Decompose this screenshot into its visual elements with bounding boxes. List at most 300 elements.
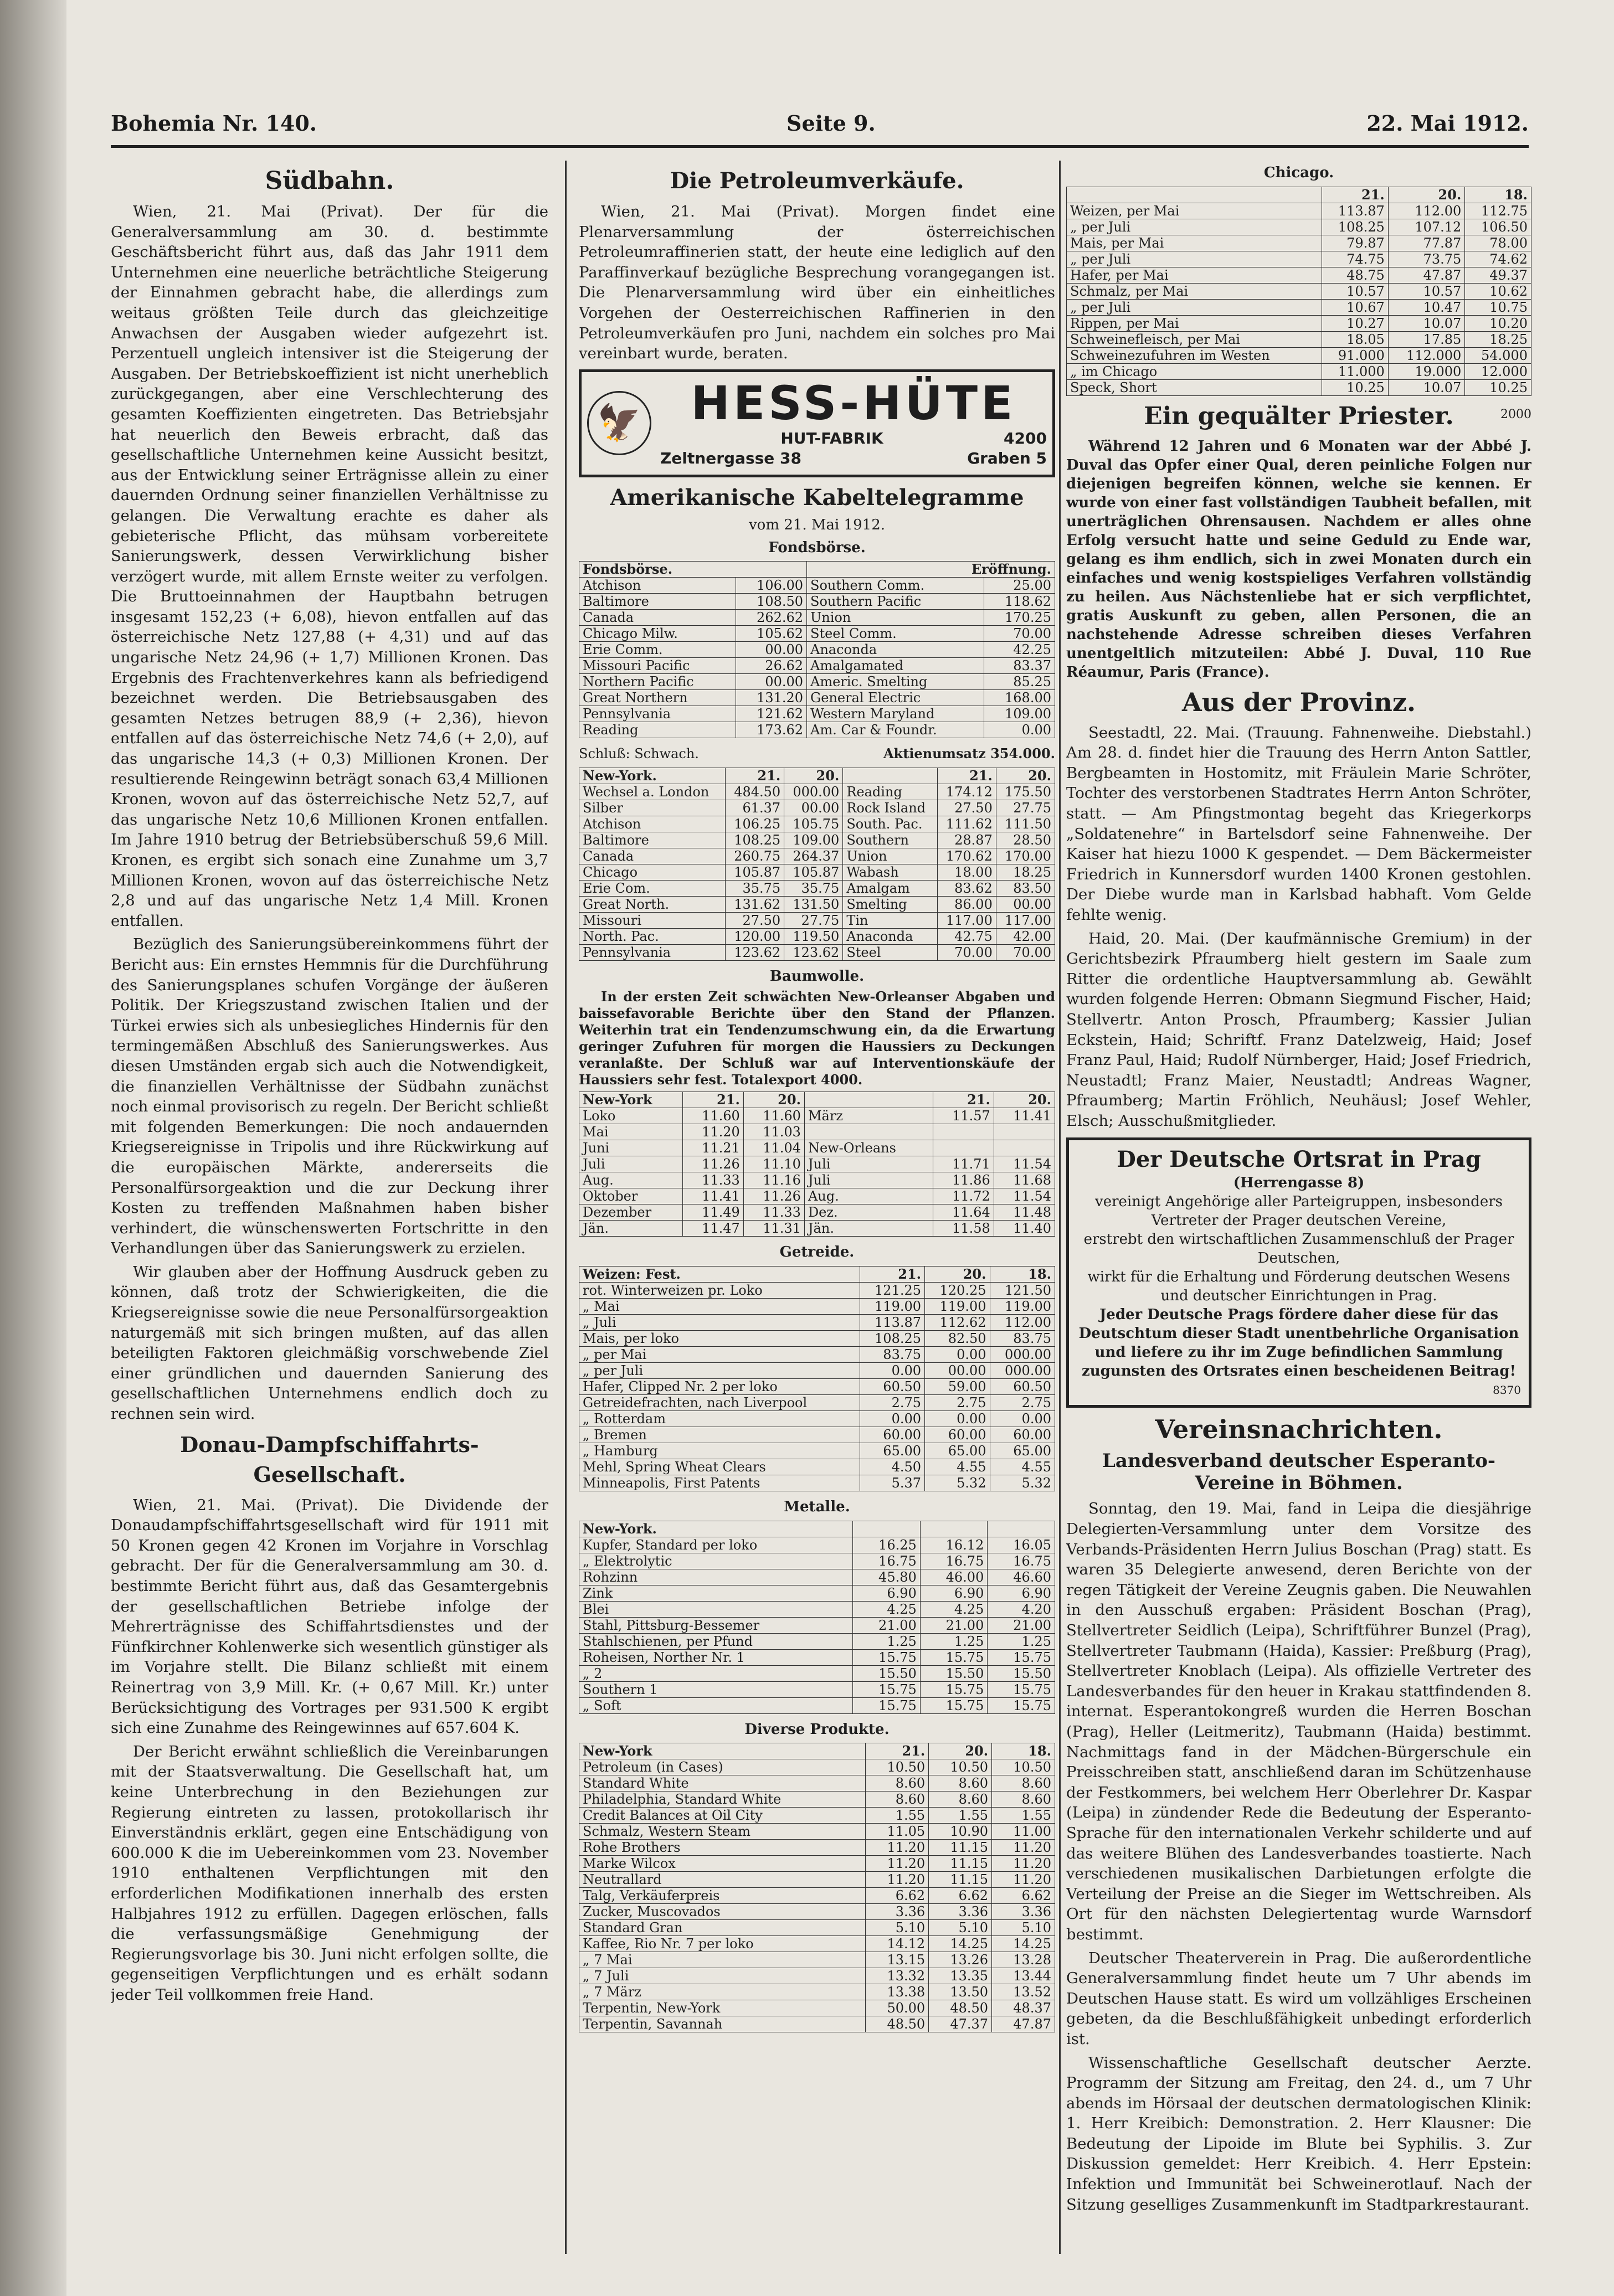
kabel-subhead: Fondsbörse. — [768, 539, 866, 556]
table-cell: 11.16 — [743, 1172, 804, 1188]
table-cell: Rohzinn — [579, 1569, 853, 1585]
table-cell — [920, 1521, 988, 1537]
table-row — [579, 1984, 1055, 2000]
table-cell: 65.00 — [860, 1443, 924, 1459]
table-cell: 11.10 — [743, 1156, 804, 1172]
table-cell: 109.00 — [984, 706, 1055, 722]
table-cell: Erie Com. — [579, 880, 726, 896]
table-row — [579, 1410, 1055, 1427]
table-cell: 79.87 — [1322, 235, 1389, 251]
table-cell: 15.75 — [920, 1681, 988, 1697]
table-cell: 18.05 — [1322, 331, 1389, 347]
table-row — [579, 1697, 1055, 1713]
fonds-close: Schluß: Schwach. — [579, 746, 699, 762]
table-cell: Aug. — [579, 1172, 683, 1188]
table-row — [579, 1314, 1055, 1330]
table-cell: 13.32 — [866, 1968, 929, 1984]
table-cell: Schmalz, Western Steam — [579, 1824, 866, 1840]
table-cell: 11.48 — [994, 1204, 1055, 1221]
table-cell: 5.10 — [866, 1920, 929, 1936]
table-cell: 1.25 — [988, 1633, 1055, 1649]
table-cell: 13.35 — [929, 1968, 992, 1984]
table-cell: Great Northern — [579, 690, 736, 706]
table-cell: 10.27 — [1322, 315, 1389, 331]
table-cell: Steel — [843, 944, 937, 960]
table-cell: New-York — [579, 1743, 866, 1759]
table-cell: 70.00 — [996, 944, 1055, 960]
table-cell: 70.00 — [937, 944, 996, 960]
chicago-table — [1066, 187, 1531, 396]
ad-subline — [660, 429, 1047, 449]
table-cell: 4.25 — [853, 1601, 921, 1617]
table-cell: 170.62 — [937, 848, 996, 864]
table-cell: 13.15 — [866, 1952, 929, 1968]
article-paragraph: Der Bericht erwähnt schließlich die Vereinbarungen mit der Staatsverwaltung. Die Gesellschaft hat, um keine Unterbrechung in den Beziehungen zur Regierung eintreten zu lassen, protokollarisch ihr Einverständnis erklärt, gegen eine Entschädigung von 600.000 K die im Uebereinkommen vom 23. November 1910 enthaltenen Verpflichtungen mit den erforderlichen Modifikationen innerhalb des ersten Halbjahres 1912 zu erfüllen. Dagegen erlöschen, falls die verfassungsmäßige Genehmigung der Regierungsvorlage bis 30. Juni nicht erfolgen sollte, die gegenseitigen Verpflichtungen und es erhält sodann jeder Teil vollkommen freie Hand. — [111, 1742, 548, 2004]
table-cell: 111.62 — [937, 816, 996, 832]
table-cell: 121.25 — [860, 1282, 924, 1298]
table-cell: 8.60 — [866, 1775, 929, 1792]
ortsrat-address: (Herrengasse 8) — [1233, 1175, 1365, 1192]
table-cell: 83.50 — [996, 880, 1055, 896]
table-cell: 35.75 — [726, 880, 784, 896]
table-cell: Petroleum (in Cases) — [579, 1759, 866, 1775]
table-cell: 48.50 — [929, 2000, 992, 2016]
ortsrat-appeal: Jeder Deutsche Prags fördere daher diese für das Deutschtum dieser Stadt unentbehrliche Organisation und liefere zu ihr im Zuge befindlichen Sammlung zugunsten des Ortsrates einen bescheidenen Beitrag! — [1078, 1306, 1519, 1380]
table-cell: Wabash — [843, 864, 937, 880]
table-cell: New-York — [579, 1092, 683, 1108]
article-paragraph: Wien, 21. Mai. (Privat). Die Dividende der Donaudampfschiffahrtsgesellschaft wird für 1911 mit 50 Kronen gegen 42 Kronen im Vorjahre in Vorschlag gebracht. Der für die Generalversammlung am 30. d. bestimmte Bericht führt aus, daß das Gesamtergebnis der gesellschaftlichen Betriebe infolge der Mehrerträgnisse des Schiffahrtsdienstes und der Fünfkirchner Kohlenwerke sich wesentlich günstiger als im Vorjahre stellt. Die Bilanz schließt mit einem Reinertrag von 3,9 Mill. Kr. (+ 0,67 Mill. Kr.) unter Berücksichtigung des Vortrages per 931.500 K ergibt sich eine Zunahme des Reingewinnes auf 657.604 K. — [111, 1496, 548, 1737]
table-cell: 15.75 — [853, 1681, 921, 1697]
table-cell: 11.21 — [682, 1140, 743, 1156]
table-cell: 60.50 — [990, 1378, 1055, 1394]
table-cell: 108.50 — [736, 594, 806, 610]
table-cell: 123.62 — [784, 944, 843, 960]
table-cell: 264.37 — [784, 848, 843, 864]
kabel-date: vom 21. Mai 1912. — [748, 516, 885, 533]
table-cell: 20. — [929, 1743, 992, 1759]
table-cell: 21. — [860, 1266, 924, 1282]
table-cell: Zucker, Muscovados — [579, 1904, 866, 1920]
table-cell: 48.50 — [866, 2016, 929, 2032]
table-cell: 121.62 — [736, 706, 806, 722]
table-cell: 6.62 — [992, 1888, 1055, 1904]
table-cell: Standard White — [579, 1775, 866, 1792]
table-cell: Amalgamated — [807, 658, 984, 674]
table-cell: 16.25 — [853, 1537, 921, 1553]
table-cell: 00.00 — [784, 800, 843, 816]
table-cell: 21. — [937, 768, 996, 784]
table-cell: 4.55 — [990, 1459, 1055, 1475]
fonds-volume: Aktienumsatz 354.000. — [883, 745, 1055, 762]
table-cell: Erie Comm. — [579, 642, 736, 658]
table-cell: 70.00 — [984, 626, 1055, 642]
table-row — [579, 1775, 1055, 1792]
table-cell: 106.25 — [726, 816, 784, 832]
table-cell: 1.55 — [866, 1808, 929, 1824]
table-cell: 20. — [994, 1092, 1055, 1108]
article-title: Vereinsnachrichten. — [1155, 1414, 1443, 1445]
table-cell: 000.00 — [990, 1346, 1055, 1362]
table-row — [579, 658, 1055, 674]
table-cell: 00.00 — [736, 674, 806, 690]
table-cell: 11.20 — [866, 1840, 929, 1856]
table-row — [579, 1282, 1055, 1298]
article-paragraph: In der ersten Zeit schwächten New-Orleanser Abgaben und baissefavorable Berichte über den Stand der Pflanzen. Weiterhin trat ein Tendenzumschwung ein, da die Erwartung geringer Zufuhren für morgen die Haussiers zu Deckungen veranlaßte. Der Schluß war auf Interventionskäufe der Haussiers sehr fest. Totalexport 4000. — [579, 989, 1055, 1088]
table-cell: Southern Pacific — [807, 594, 984, 610]
table-cell: Rippen, per Mai — [1067, 315, 1322, 331]
table-row — [579, 1808, 1055, 1824]
article-paragraph: Wien, 21. Mai (Privat). Morgen findet eine Plenarversammlung der österreichischen Petroleumraffinerien statt, der heute eine lediglich auf den Paraffinverkauf bezügliche Besprechung vorangegangen ist. Die Plenarversammlung wird über ein einheitliches Vorgehen der Oesterreichischen Raffinerien in den Petroleumverkäufen pro Juni, nachdem ein solches pro Mai vereinbart wurde, beraten. — [579, 203, 1055, 363]
table-cell: Jän. — [804, 1221, 933, 1237]
table-cell: 47.37 — [929, 2016, 992, 2032]
table-row — [579, 610, 1055, 626]
table-row — [579, 1156, 1055, 1172]
table-cell: „ per Juli — [579, 1362, 860, 1378]
table-cell: 15.75 — [853, 1649, 921, 1665]
table-cell: 74.62 — [1465, 251, 1531, 267]
table-cell: 20. — [925, 1266, 990, 1282]
table-cell: 11.20 — [992, 1840, 1055, 1856]
table-cell: Amalgam — [843, 880, 937, 896]
table-cell: 13.50 — [929, 1984, 992, 2000]
table-cell: 18.25 — [1465, 331, 1531, 347]
table-cell: „ Elektrolytic — [579, 1553, 853, 1569]
table-cell: „ per Juli — [1067, 251, 1322, 267]
table-row — [1067, 267, 1531, 283]
table-cell: 20. — [1388, 187, 1465, 203]
table-cell: Wechsel a. London — [579, 784, 726, 800]
table-cell: 15.75 — [988, 1697, 1055, 1713]
table-cell: 10.62 — [1465, 283, 1531, 299]
table-row — [1067, 251, 1531, 267]
table-cell: Mai — [579, 1124, 683, 1140]
table-cell: „ per Juli — [1067, 219, 1322, 235]
table-row — [1067, 187, 1531, 203]
table-cell: Southern Comm. — [807, 578, 984, 594]
table-cell: 42.75 — [937, 928, 996, 944]
table-cell: 15.75 — [920, 1697, 988, 1713]
page-header — [111, 111, 1529, 144]
table-cell: 15.50 — [988, 1665, 1055, 1681]
ad-brand: HESS-HÜTE — [691, 375, 1016, 430]
table-cell: 82.50 — [925, 1330, 990, 1346]
fonds-footer — [579, 744, 1055, 764]
table-cell: 18. — [1465, 187, 1531, 203]
table-row — [579, 1681, 1055, 1697]
table-cell: 27.50 — [726, 912, 784, 928]
products-table — [579, 1743, 1055, 2032]
table-cell: 26.62 — [736, 658, 806, 674]
fonds-table — [579, 561, 1055, 738]
article-subtitle: Landesverband deutscher Esperanto-Vereine in Böhmen. — [1102, 1450, 1496, 1495]
table-cell: 11.20 — [992, 1872, 1055, 1888]
table-cell — [804, 1124, 933, 1140]
table-cell: Dez. — [804, 1204, 933, 1221]
table-row — [579, 1188, 1055, 1204]
table-cell: „ Soft — [579, 1697, 853, 1713]
table-cell: „ Hamburg — [579, 1443, 860, 1459]
table-row — [579, 816, 1055, 832]
table-row — [579, 800, 1055, 816]
column-1 — [111, 161, 548, 2254]
table-cell: 13.52 — [992, 1984, 1055, 2000]
table-cell: 10.75 — [1465, 299, 1531, 315]
ad-addresses — [660, 449, 1047, 469]
section-title: Chicago. — [1263, 164, 1334, 181]
table-row — [579, 1840, 1055, 1856]
table-cell: 113.87 — [1322, 203, 1389, 219]
table-cell: 10.47 — [1388, 299, 1465, 315]
table-cell: 15.50 — [920, 1665, 988, 1681]
table-cell: 11.20 — [866, 1872, 929, 1888]
table-row — [579, 1298, 1055, 1314]
article-title: Die Petroleumverkäufe. — [670, 168, 964, 194]
table-cell: 13.28 — [992, 1952, 1055, 1968]
table-cell: 174.12 — [937, 784, 996, 800]
table-cell: 5.37 — [860, 1475, 924, 1491]
table-cell: 60.50 — [860, 1378, 924, 1394]
table-cell: „ 7 Juli — [579, 1968, 866, 1984]
table-cell: 10.57 — [1322, 283, 1389, 299]
table-cell: 59.00 — [925, 1378, 990, 1394]
table-cell: Getreidefrachten, nach Liverpool — [579, 1394, 860, 1410]
table-cell: 11.00 — [992, 1824, 1055, 1840]
article-paragraph: Wien, 21. Mai (Privat). Der für die Generalversammlung am 30. d. bestimmte Geschäftsbericht führt aus, daß das Jahr 1911 dem Unternehmen eine neuerliche beträchtliche Steigerung der Einnahmen gebracht habe, die allerdings zum weitaus größten Teile durch das gleichzeitige Anwachsen der Ausgaben wieder aufgezehrt ist. Perzentuell ungleich intensiver ist die Steigerung der Ausgaben. Der Betriebskoeffizient ist nicht unerheblich zurückgegangen, aber eine Verschlechterung des gesamten Koeffizienten eingetreten. Das Betriebsjahr hat neuerlich den Beweis erbracht, daß das gesellschaftliche Unternehmen keine Aussicht besitzt, aus der Entwicklung seiner Erträgnisse allein zu einer dauernden Ordnung seiner finanziellen Verhältnisse zu gelangen. Die Verwaltung erachte es daher als gebieterische Pflicht, das mühsam vorbereitete Sanierungswerk, dessen Verwirklichung bisher verzögert wurde, mit allem Ernste weiter zu verfolgen. Die Bruttoeinnahmen der Hauptbahn betrugen insgesamt 152,23 (+ 6,08), hievon entfallen auf das österreichische Netz 127,88 (+ 4,31) und auf das ungarische Netz 24,96 (+ 1,7) Millionen Kronen. Das Ergebnis des Frachtenverkehres kann als befriedigend bezeichnet werden. Die Betriebsausgaben des gesamten Netzes betrugen 88,9 (+ 2,36), hievon entfallen auf das österreichische Netz 74,6 (+ 2,0), auf das ungarische 14,3 (+ 0,3) Millionen Kronen. Der resultierende Reingewinn beträgt sonach 63,4 Millionen Kronen, wovon auf das österreichische Netz 52,7, auf das ungarische Netz 10,6 Millionen Kronen entfallen. Im Jahre 1910 betrug der Betriebsüberschuß 59,6 Mill. Kronen, es ergibt sich sonach eine Zunahme um 3,7 Millionen Kronen, wovon auf das österreichische Netz 2,8 und auf das ungarische Netz 1,4 Mill. Kronen entfallen. — [111, 203, 548, 930]
table-cell: 15.75 — [853, 1697, 921, 1713]
priester-heading — [1066, 401, 1531, 431]
table-cell: Juli — [804, 1172, 933, 1188]
table-cell: Atchison — [579, 816, 726, 832]
table-cell: 11.26 — [743, 1188, 804, 1204]
table-cell: „ im Chicago — [1067, 363, 1322, 379]
table-cell: 0.00 — [925, 1346, 990, 1362]
table-cell: Terpentin, New-York — [579, 2000, 866, 2016]
table-cell: 119.50 — [784, 928, 843, 944]
table-row — [579, 1427, 1055, 1443]
table-cell: 11.58 — [933, 1221, 994, 1237]
table-row — [579, 1443, 1055, 1459]
table-cell: 11.000 — [1322, 363, 1389, 379]
table-cell: März — [804, 1108, 933, 1124]
table-row — [579, 1537, 1055, 1553]
table-cell: 14.25 — [929, 1936, 992, 1952]
table-cell: Baltimore — [579, 594, 736, 610]
table-cell: 1.55 — [992, 1808, 1055, 1824]
table-cell: Steel Comm. — [807, 626, 984, 642]
table-cell: 11.68 — [994, 1172, 1055, 1188]
table-cell: 61.37 — [726, 800, 784, 816]
table-row — [579, 1936, 1055, 1952]
ad-address-right: Graben 5 — [967, 449, 1047, 468]
table-cell: 10.67 — [1322, 299, 1389, 315]
table-cell: 10.50 — [992, 1759, 1055, 1775]
table-cell: 78.00 — [1465, 235, 1531, 251]
table-cell: 484.50 — [726, 784, 784, 800]
table-cell: 105.62 — [736, 626, 806, 642]
table-cell: Pennsylvania — [579, 944, 726, 960]
section-title: Baumwolle. — [769, 967, 865, 985]
table-cell: Weizen, per Mai — [1067, 203, 1322, 219]
table-row — [579, 1617, 1055, 1633]
ny-table — [579, 768, 1055, 961]
table-cell: 000.00 — [784, 784, 843, 800]
section-title: Metalle. — [784, 1498, 850, 1515]
table-row — [579, 1904, 1055, 1920]
table-cell: 20. — [784, 768, 843, 784]
table-cell: 105.87 — [726, 864, 784, 880]
metals-table — [579, 1521, 1055, 1714]
table-cell: Zink — [579, 1585, 853, 1601]
table-cell: Silber — [579, 800, 726, 816]
table-cell: 121.50 — [990, 1282, 1055, 1298]
table-cell: 106.50 — [1465, 219, 1531, 235]
table-row — [579, 1824, 1055, 1840]
table-cell: 11.64 — [933, 1204, 994, 1221]
table-cell: 2.75 — [925, 1394, 990, 1410]
table-cell: 83.75 — [860, 1346, 924, 1362]
double-eagle-icon: 🦅 — [587, 391, 651, 455]
table-cell: 47.87 — [1388, 267, 1465, 283]
table-row — [1067, 203, 1531, 219]
table-row — [579, 1968, 1055, 1984]
table-cell: 10.90 — [929, 1824, 992, 1840]
table-cell: 10.50 — [866, 1759, 929, 1775]
table-cell: Standard Gran — [579, 1920, 866, 1936]
table-cell: 60.00 — [860, 1427, 924, 1443]
table-cell: 3.36 — [992, 1904, 1055, 1920]
table-cell: Canada — [579, 848, 726, 864]
table-cell — [843, 768, 937, 784]
table-cell: „ Bremen — [579, 1427, 860, 1443]
table-cell: 00.00 — [736, 642, 806, 658]
table-cell: 120.25 — [925, 1282, 990, 1298]
table-cell: Western Maryland — [807, 706, 984, 722]
table-cell: 48.37 — [992, 2000, 1055, 2016]
header-issue: Bohemia Nr. 140. — [111, 111, 317, 136]
section-title: Getreide. — [779, 1244, 855, 1261]
ad-sub: HUT-FABRIK — [780, 429, 883, 447]
ad-body — [587, 375, 1047, 469]
article-paragraph: Wir glauben aber der Hoffnung Ausdruck geben zu können, daß trotz der Schwierigkeiten, die die Kriegsereignisse sowie die neue Personalfürsorgeaktion naturgemäß mit sich bringen mußten, auf das allen beteiligten Faktoren gleichmäßig vorschwebende Ziel einer gründlichen und dauernden Sanierung des gesellschaftlichen Unternehmens endlich doch zu rechnen sein wird. — [111, 1263, 548, 1423]
table-cell: 18. — [990, 1266, 1055, 1282]
table-cell: 8.60 — [992, 1792, 1055, 1808]
table-cell: Pennsylvania — [579, 706, 736, 722]
table-cell — [994, 1140, 1055, 1156]
table-cell: Tin — [843, 912, 937, 928]
table-header: Fondsbörse. — [579, 562, 807, 578]
table-cell: 47.87 — [992, 2016, 1055, 2032]
book-spine — [0, 0, 66, 2296]
table-cell: „ per Mai — [579, 1346, 860, 1362]
table-cell: 11.41 — [994, 1108, 1055, 1124]
article-title: Ein gequälter Priester. — [1144, 401, 1454, 430]
table-row — [579, 1221, 1055, 1237]
table-row — [579, 626, 1055, 642]
table-cell: 13.44 — [992, 1968, 1055, 1984]
table-row — [579, 1346, 1055, 1362]
table-cell: 6.62 — [929, 1888, 992, 1904]
table-cell: 17.85 — [1388, 331, 1465, 347]
table-row — [579, 848, 1055, 864]
table-cell: 8.60 — [929, 1775, 992, 1792]
table-cell: Schmalz, per Mai — [1067, 283, 1322, 299]
table-row — [579, 1952, 1055, 1968]
table-cell: 119.00 — [990, 1298, 1055, 1314]
table-cell: Neutrallard — [579, 1872, 866, 1888]
table-cell: 119.00 — [860, 1298, 924, 1314]
table-cell: Anaconda — [843, 928, 937, 944]
table-cell: 000.00 — [990, 1362, 1055, 1378]
table-cell: 109.00 — [784, 832, 843, 848]
table-cell: 73.75 — [1388, 251, 1465, 267]
table-cell: Union — [843, 848, 937, 864]
header-rule — [111, 145, 1529, 148]
article-paragraph: Wissenschaftliche Gesellschaft deutscher Aerzte. Programm der Sitzung am Freitag, den 24. d., um 7 Uhr abends im Hörsaal der deutschen dermatologischen Klinik: 1. Herr Kreibich: Demonstration. 2. Herr Klausner: Die Bedeutung der Lipoide im Blute bei Syphilis. 3. Zur Diskussion gemeldet: Herr Kreibich. 4. Herr Epstein: Infektion und Immunität bei Schweinerotlauf. Nach der Sitzung geselliges Zusammenkunft im Stadtparkrestaurant. — [1066, 2053, 1531, 2213]
table-cell: 173.62 — [736, 722, 806, 738]
table-cell: 11.31 — [743, 1221, 804, 1237]
table-cell: 11.54 — [994, 1156, 1055, 1172]
table-cell: 112.00 — [1388, 203, 1465, 219]
table-cell: 27.75 — [784, 912, 843, 928]
table-cell: 112.000 — [1388, 347, 1465, 363]
table-cell — [853, 1521, 921, 1537]
table-row — [1067, 283, 1531, 299]
table-cell: 21. — [866, 1743, 929, 1759]
table-cell: Reading — [843, 784, 937, 800]
table-cell: 42.00 — [996, 928, 1055, 944]
table-cell: 5.10 — [929, 1920, 992, 1936]
table-cell: 11.04 — [743, 1140, 804, 1156]
table-cell: 0.00 — [984, 722, 1055, 738]
column-2 — [579, 161, 1055, 2254]
article-title: Aus der Provinz. — [1181, 687, 1416, 717]
table-cell: 123.62 — [726, 944, 784, 960]
table-cell: 46.60 — [988, 1569, 1055, 1585]
table-cell: 3.36 — [866, 1904, 929, 1920]
table-cell: 15.75 — [988, 1681, 1055, 1697]
table-cell: „ Rotterdam — [579, 1410, 860, 1427]
table-cell: Southern — [843, 832, 937, 848]
table-cell: Mehl, Spring Wheat Clears — [579, 1459, 860, 1475]
table-cell: 8.60 — [866, 1792, 929, 1808]
table-row — [579, 1108, 1055, 1124]
table-row — [579, 1172, 1055, 1188]
table-cell: 10.50 — [929, 1759, 992, 1775]
table-row — [579, 1092, 1055, 1108]
table-cell: New-York. — [579, 1521, 853, 1537]
table-cell: 50.00 — [866, 2000, 929, 2016]
table-cell: 21.00 — [920, 1617, 988, 1633]
table-row — [579, 1266, 1055, 1282]
table-cell: rot. Winterweizen pr. Loko — [579, 1282, 860, 1298]
table-cell: 131.50 — [784, 896, 843, 912]
table-cell: 4.55 — [925, 1459, 990, 1475]
table-cell: North. Pac. — [579, 928, 726, 944]
table-cell: Juli — [579, 1156, 683, 1172]
table-row — [579, 1140, 1055, 1156]
table-cell: Terpentin, Savannah — [579, 2016, 866, 2032]
table-cell: 11.60 — [743, 1108, 804, 1124]
table-cell: South. Pac. — [843, 816, 937, 832]
table-cell: 16.75 — [920, 1553, 988, 1569]
table-cell: 175.50 — [996, 784, 1055, 800]
table-cell: 11.71 — [933, 1156, 994, 1172]
table-cell: 8.60 — [992, 1775, 1055, 1792]
table-cell: 112.75 — [1465, 203, 1531, 219]
table-cell: 11.33 — [682, 1172, 743, 1188]
table-cell: 0.00 — [990, 1410, 1055, 1427]
table-cell: 13.26 — [929, 1952, 992, 1968]
